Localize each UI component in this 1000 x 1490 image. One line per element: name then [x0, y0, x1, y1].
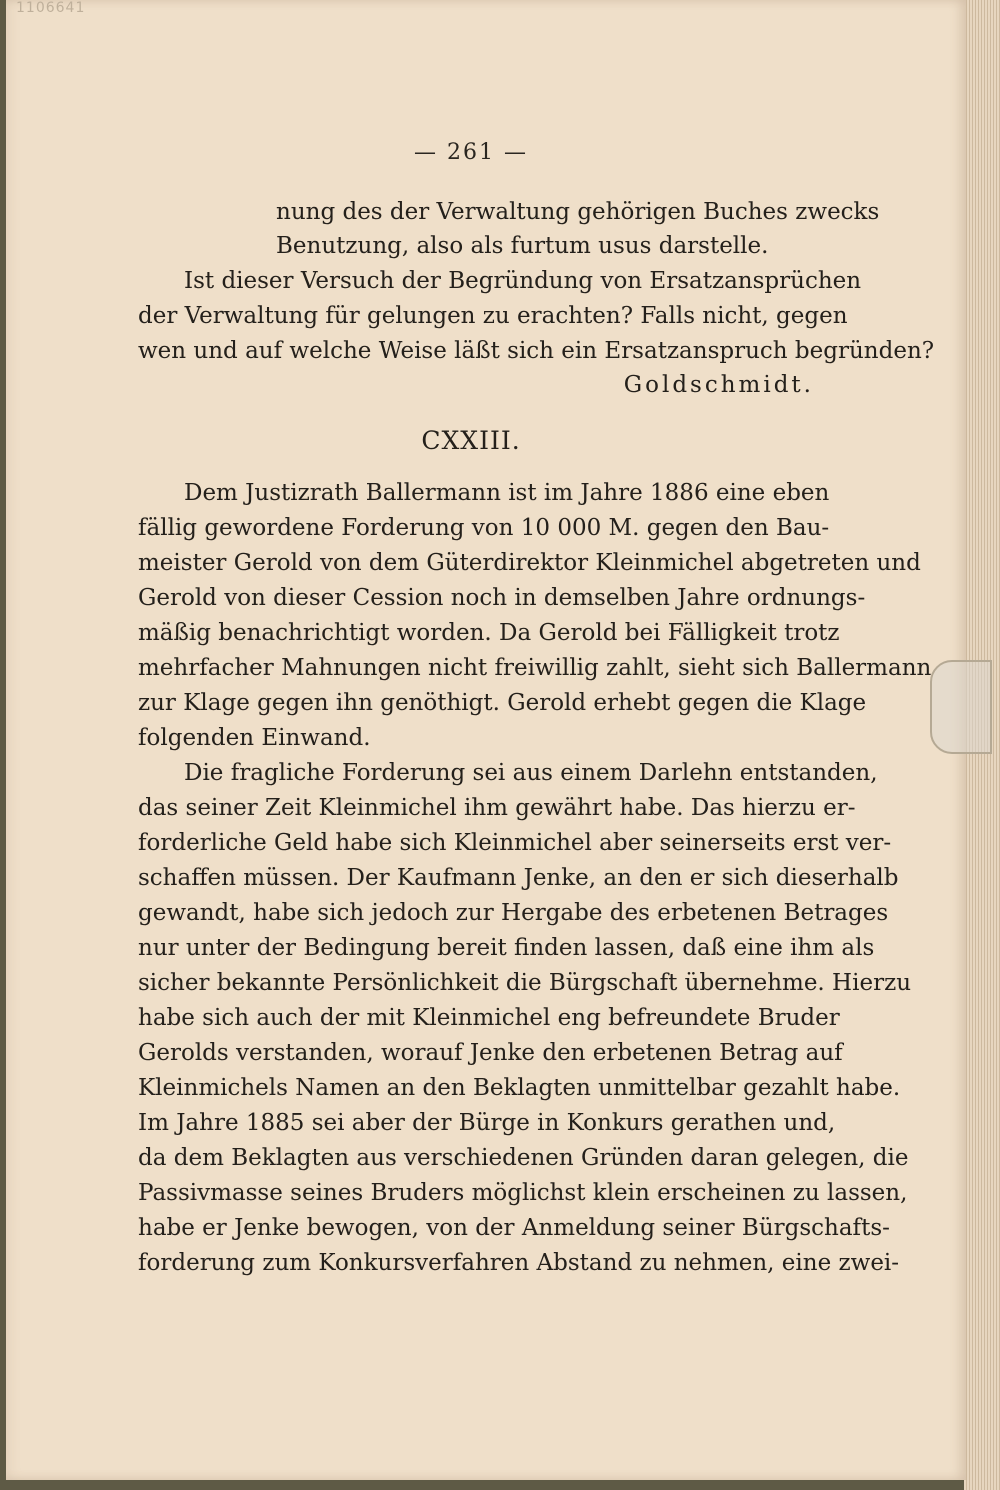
text-line: Ist dieser Versuch der Begründung von Ersatzansprüchen	[184, 268, 862, 294]
text-line: meister Gerold von dem Güterdirektor Kleinmichel abgetreten und	[138, 550, 921, 576]
text-line: habe er Jenke bewogen, von der Anmeldung seiner Bürgschafts-	[138, 1215, 890, 1241]
text-line: Passivmasse seines Bruders möglichst klein erscheinen zu lassen,	[138, 1180, 908, 1206]
text-line: der Verwaltung für gelungen zu erachten? Falls nicht, gegen	[138, 303, 848, 329]
text-line: mäßig benachrichtigt worden. Da Gerold bei Fälligkeit trotz	[138, 620, 840, 646]
text-line: Dem Justizrath Ballermann ist im Jahre 1886 eine eben	[184, 480, 830, 506]
text-line: Im Jahre 1885 sei aber der Bürge in Konkurs gerathen und,	[138, 1110, 836, 1136]
text-line: schaffen müssen. Der Kaufmann Jenke, an den er sich dieserhalb	[138, 865, 899, 891]
scan-id: 1106641	[16, 0, 86, 16]
text-line: Gerolds verstanden, worauf Jenke den erbetenen Betrag auf	[138, 1040, 843, 1066]
text-line: forderliche Geld habe sich Kleinmichel aber seinerseits erst ver-	[138, 830, 892, 856]
text-line: folgenden Einwand.	[138, 725, 371, 751]
author-signature: Goldschmidt.	[623, 372, 814, 398]
page-marker-tab[interactable]	[930, 660, 992, 754]
text-line: nung des der Verwaltung gehörigen Buches zwecks	[276, 199, 880, 225]
text-line: Die fragliche Forderung sei aus einem Darlehn entstanden,	[184, 760, 878, 786]
text-line: habe sich auch der mit Kleinmichel eng befreundete Bruder	[138, 1005, 840, 1031]
text-line: fällig gewordene Forderung von 10 000 M. gegen den Bau-	[138, 515, 830, 541]
text-line: zur Klage gegen ihn genöthigt. Gerold erhebt gegen die Klage	[138, 690, 867, 716]
section-heading: CXXIII.	[421, 426, 521, 455]
text-line: sicher bekannte Persönlichkeit die Bürgschaft übernehme. Hierzu	[138, 970, 912, 996]
text-line: Kleinmichels Namen an den Beklagten unmittelbar gezahlt habe.	[138, 1075, 901, 1101]
text-line: das seiner Zeit Kleinmichel ihm gewährt habe. Das hierzu er-	[138, 795, 856, 821]
text-line: nur unter der Bedingung bereit finden lassen, daß eine ihm als	[138, 935, 875, 961]
text-line: Gerold von dieser Cession noch in demselben Jahre ordnungs-	[138, 585, 866, 611]
text-line: gewandt, habe sich jedoch zur Hergabe des erbetenen Betrages	[138, 900, 889, 926]
text-line: Benutzung, also als furtum usus darstelle.	[276, 233, 769, 259]
page-number: — 261 —	[414, 140, 528, 165]
book-page	[6, 0, 966, 1480]
text-line: forderung zum Konkursverfahren Abstand zu nehmen, eine zwei-	[138, 1250, 900, 1276]
text-line: mehrfacher Mahnungen nicht freiwillig zahlt, sieht sich Ballermann	[138, 655, 932, 681]
text-line: wen und auf welche Weise läßt sich ein Ersatzanspruch begründen?	[138, 338, 935, 364]
text-line: da dem Beklagten aus verschiedenen Gründen daran gelegen, die	[138, 1145, 909, 1171]
